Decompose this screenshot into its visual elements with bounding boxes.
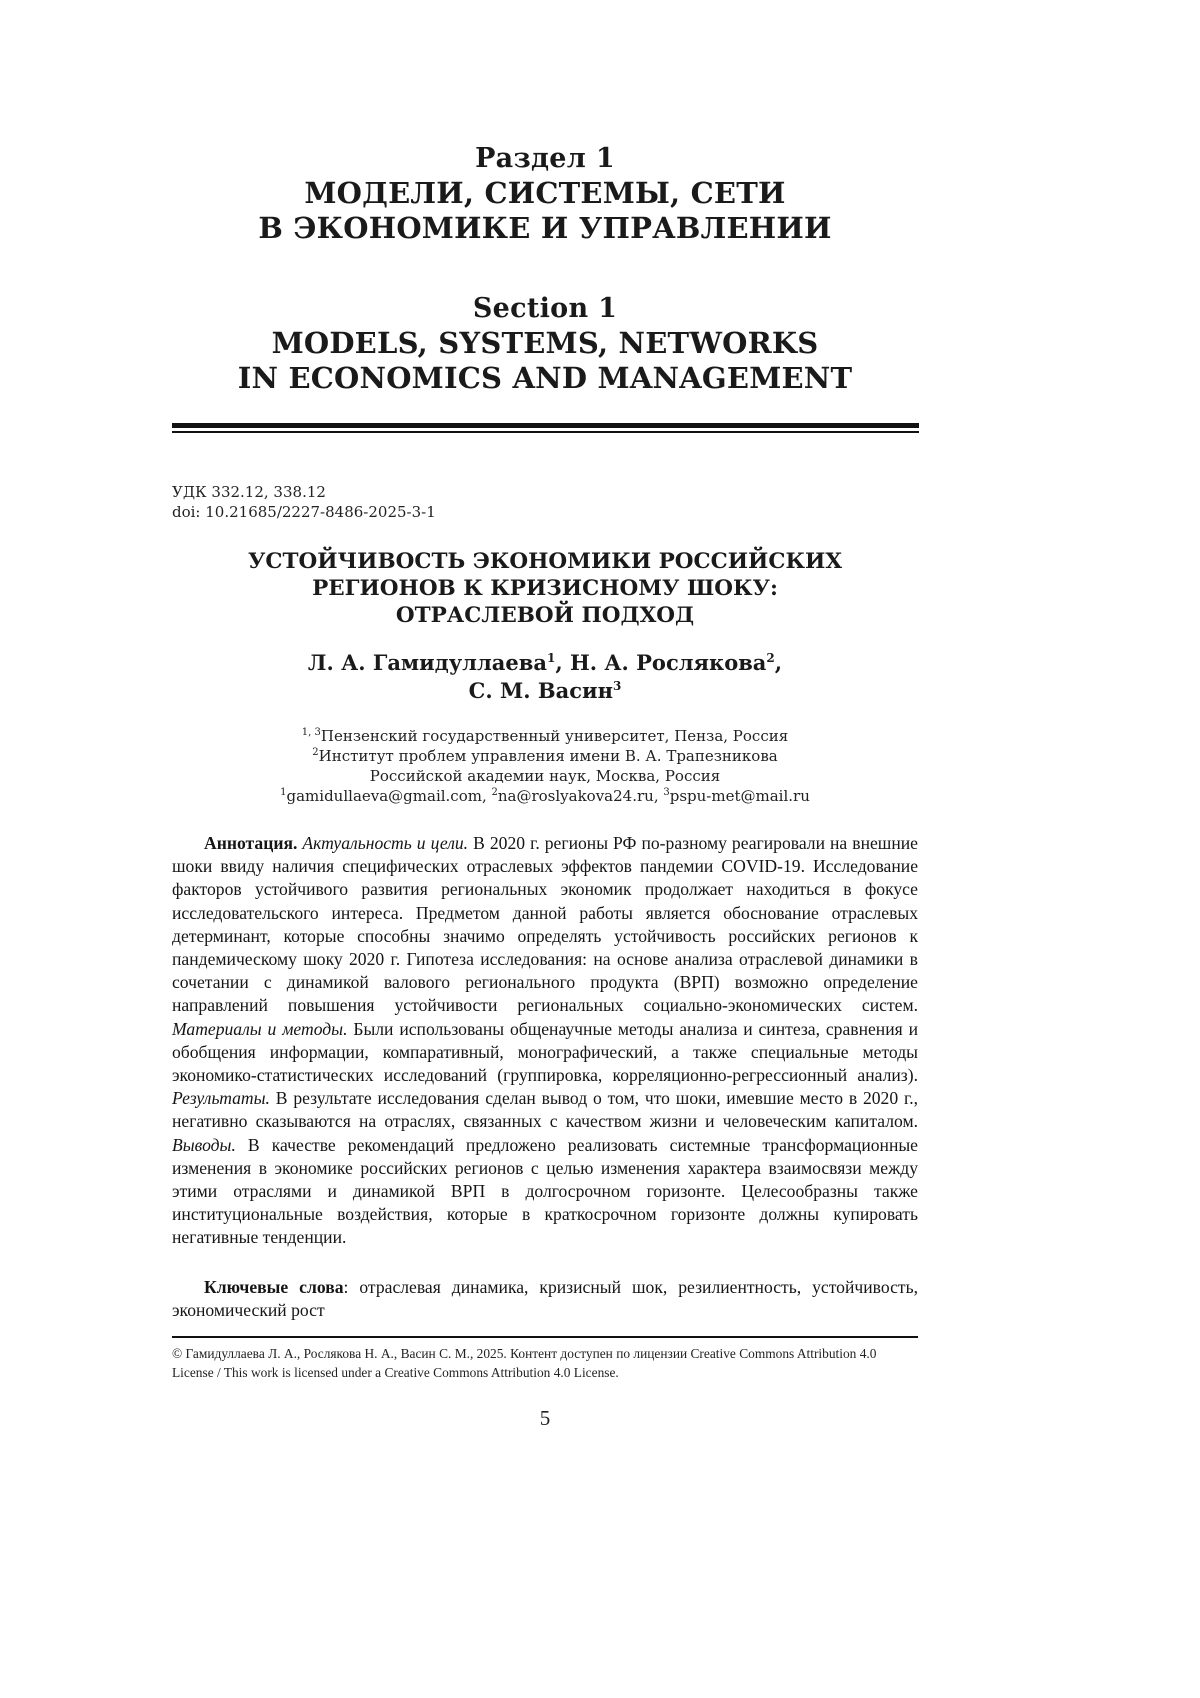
section-title-en-line1: MODELS, SYSTEMS, NETWORKS: [271, 326, 819, 360]
abstract-heading-conclusions: Выводы.: [172, 1134, 236, 1155]
section-heading-ru: [172, 142, 918, 246]
abstract-text-conclusions: В качестве рекомендаций предложено реализовать системные трансформационные изменения в экономике российских регионов с целью изменения характера взаимосвязи между этими отраслями и динамикой ВРП в долгосрочном горизонте. Целесообразны также институциональные воздействия, которые в краткосрочном горизонте должны купировать негативные тенденции.: [172, 1134, 918, 1248]
keywords: [172, 1276, 918, 1322]
abstract-label: Аннотация.: [204, 833, 298, 853]
abstract-heading-methods: Материалы и методы.: [172, 1018, 348, 1039]
abstract-heading-relevance: Актуальность и цели.: [302, 833, 469, 853]
author-3-marker: 3: [612, 679, 622, 693]
section-title-ru-line1: МОДЕЛИ, СИСТЕМЫ, СЕТИ: [304, 176, 786, 210]
author-2-marker: 2: [766, 651, 775, 665]
abstract-text-results: В результате исследования сделан вывод о том, что шоки, имевшие место в 2020 г., негативно сказываются на отраслях, связанных с качеством жизни и человеческим капиталом.: [172, 1088, 918, 1132]
affil-1: Пензенский государственный университет, Пенза, Россия: [320, 727, 789, 745]
affil-2-cont: Российской академии наук, Москва, Россия: [369, 767, 721, 785]
email-1-marker: 1: [280, 787, 287, 798]
author-separator: ,: [774, 650, 783, 675]
email-3-marker: 3: [663, 787, 670, 798]
author-1: Л. А. Гамидуллаева: [307, 650, 547, 675]
section-number-en: Section 1: [472, 293, 618, 324]
abstract-heading-results: Результаты.: [172, 1088, 270, 1109]
article-title: [172, 548, 918, 629]
section-title-en-line2: IN ECONOMICS AND MANAGEMENT: [237, 361, 853, 395]
page-number: 5: [539, 1406, 551, 1430]
section-divider-thick: [172, 423, 919, 428]
section-heading-en: [172, 292, 918, 396]
article-title-line3: ОТРАСЛЕВОЙ ПОДХОД: [395, 603, 695, 628]
abstract-text-methods: Были использованы общенаучные методы анализа и синтеза, сравнения и обобщения информации, компаративный, монографический, а также специальные методы экономико-статистических исследований (группировка, корреляционно-регрессионный анализ).: [172, 1018, 918, 1086]
email-line: [172, 786, 918, 806]
author-list: [172, 649, 918, 705]
doi-link[interactable]: doi: 10.21685/2227-8486-2025-3-1: [172, 503, 436, 521]
email-2[interactable]: na@roslyakova24.ru,: [497, 787, 664, 805]
author-1-marker: 1: [546, 651, 556, 665]
section-divider-thin: [172, 431, 919, 433]
affil-2-marker: 2: [312, 747, 319, 758]
affil-2: Институт проблем управления имени В. А. Трапезникова: [318, 747, 778, 765]
abstract-text-relevance: В 2020 г. регионы РФ по-разному реагировали на внешние шоки ввиду наличия специфических отраслевых эффектов пандемии COVID-19. Исследование факторов устойчивого развития региональных экономик продолжает находиться в фокусе исследовательского интереса. Предметом данной работы является обоснование отраслевых детерминант, которые способны значимо определять устойчивость российских регионов к пандемическому шоку 2020 г. Гипотеза исследования: на основе анализа отраслевой динамики в сочетании с динамикой валового регионального продукта (ВРП) возможно определение направлений повышения устойчивости региональных социально-экономических систем.: [172, 833, 918, 1016]
footnote-divider: [172, 1336, 918, 1338]
author-2: Н. А. Рослякова: [569, 650, 767, 675]
udk-code: УДК 332.12, 338.12: [172, 483, 326, 501]
article-title-line1: УСТОЙЧИВОСТЬ ЭКОНОМИКИ РОССИЙСКИХ: [247, 549, 843, 574]
email-2-marker: 2: [491, 787, 498, 798]
article-title-line2: РЕГИОНОВ К КРИЗИСНОМУ ШОКУ:: [312, 576, 778, 601]
license-notice: © Гамидуллаева Л. А., Рослякова Н. А., Васин С. М., 2025. Контент доступен по лицензии Creative Commons Attribution 4.0 License / This work is licensed under a Creative Commons Attribution 4.0 License.: [172, 1346, 877, 1380]
author-separator: ,: [555, 650, 570, 675]
section-title-ru-line2: В ЭКОНОМИКЕ И УПРАВЛЕНИИ: [258, 211, 832, 245]
abstract: [172, 832, 918, 1250]
affil-1-marker: 1, 3: [301, 727, 321, 738]
keywords-text: : отраслевая динамика, кризисный шок, резилиентность, устойчивость, экономический рост: [172, 1277, 918, 1321]
keywords-label: Ключевые слова: [204, 1277, 344, 1297]
email-3[interactable]: pspu-met@mail.ru: [669, 787, 810, 805]
article-meta: [172, 482, 436, 522]
author-3: С. М. Васин: [468, 678, 613, 703]
affiliations: [172, 726, 918, 806]
email-1[interactable]: gamidullaeva@gmail.com,: [286, 787, 492, 805]
section-number-ru: Раздел 1: [475, 143, 615, 174]
